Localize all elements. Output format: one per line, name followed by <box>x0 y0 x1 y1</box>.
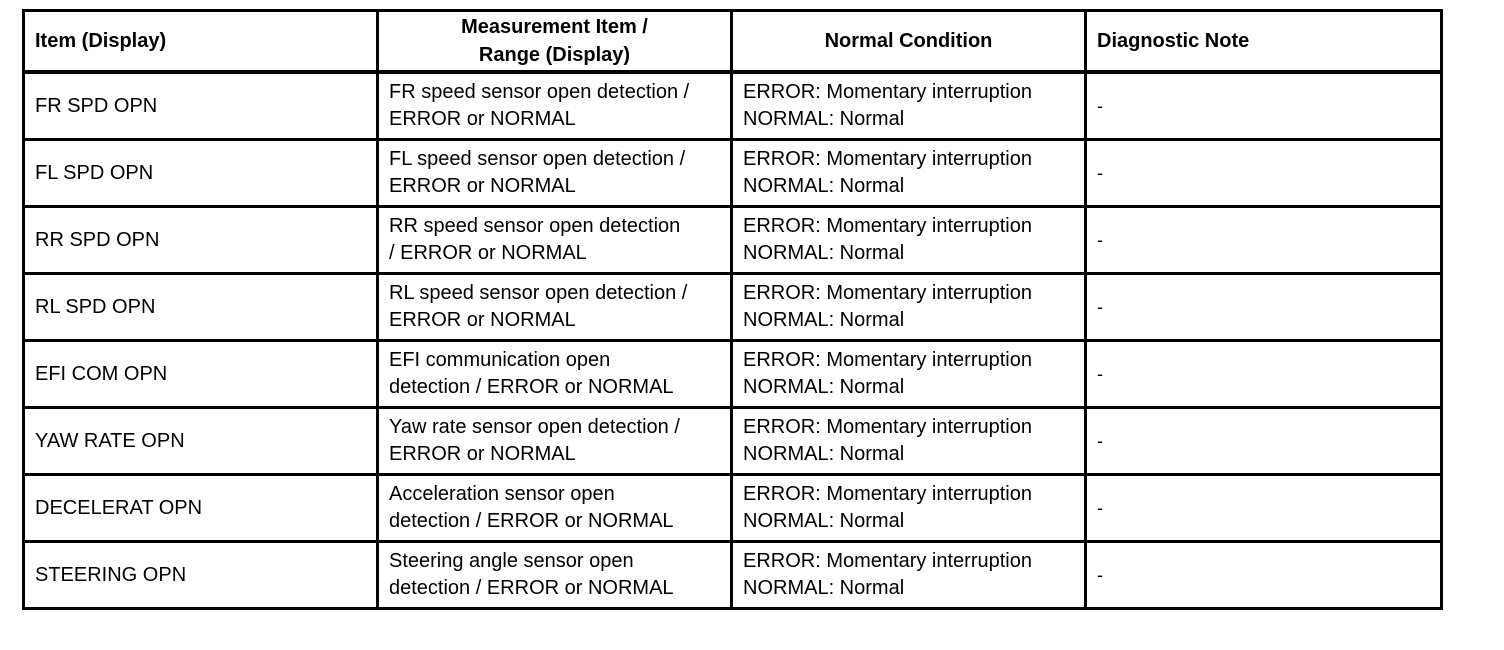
row-condition-cell <box>732 341 1086 408</box>
row-measurement-cell <box>378 140 732 207</box>
row-item-cell: EFI COM OPN <box>24 341 378 408</box>
row-measurement-line1: EFI communication open <box>389 349 611 371</box>
row-measurement-cell <box>378 341 732 408</box>
row-measurement-line2: ERROR or NORMAL <box>389 309 576 331</box>
row-condition-cell <box>732 475 1086 542</box>
row-note-cell: - <box>1086 408 1442 475</box>
row-condition-cell <box>732 207 1086 274</box>
row-condition-line1: ERROR: Momentary interruption <box>743 416 1032 438</box>
row-condition-cell <box>732 542 1086 609</box>
table-header-row <box>24 11 1442 73</box>
row-measurement-line1: FR speed sensor open detection / <box>389 81 690 103</box>
row-measurement-line2: detection / ERROR or NORMAL <box>389 376 674 398</box>
row-measurement-cell <box>378 207 732 274</box>
row-measurement-line1: RR speed sensor open detection <box>389 215 681 237</box>
table-row <box>24 274 1442 341</box>
row-note-cell: - <box>1086 475 1442 542</box>
row-item-cell: YAW RATE OPN <box>24 408 378 475</box>
row-condition-line2: NORMAL: Normal <box>743 108 905 130</box>
row-condition-line1: ERROR: Momentary interruption <box>743 349 1032 371</box>
row-condition-line2: NORMAL: Normal <box>743 510 905 532</box>
row-condition-line2: NORMAL: Normal <box>743 242 905 264</box>
row-condition-line1: ERROR: Momentary interruption <box>743 215 1032 237</box>
row-note-cell: - <box>1086 207 1442 274</box>
row-item-cell: FL SPD OPN <box>24 140 378 207</box>
row-condition-line1: ERROR: Momentary interruption <box>743 81 1032 103</box>
row-condition-cell <box>732 408 1086 475</box>
row-measurement-line1: Yaw rate sensor open detection / <box>389 416 680 438</box>
row-measurement-cell <box>378 274 732 341</box>
row-condition-cell <box>732 274 1086 341</box>
row-note-cell: - <box>1086 542 1442 609</box>
row-item-cell: DECELERAT OPN <box>24 475 378 542</box>
row-note-cell: - <box>1086 341 1442 408</box>
row-condition-line2: NORMAL: Normal <box>743 376 905 398</box>
row-measurement-cell <box>378 408 732 475</box>
row-measurement-line2: ERROR or NORMAL <box>389 443 576 465</box>
row-item-cell: FR SPD OPN <box>24 72 378 140</box>
row-measurement-line2: / ERROR or NORMAL <box>389 242 587 264</box>
row-item-cell: STEERING OPN <box>24 542 378 609</box>
row-condition-cell <box>732 72 1086 140</box>
row-measurement-cell <box>378 542 732 609</box>
row-measurement-line2: detection / ERROR or NORMAL <box>389 577 674 599</box>
row-measurement-line2: ERROR or NORMAL <box>389 108 576 130</box>
table-row <box>24 408 1442 475</box>
row-note-cell: - <box>1086 274 1442 341</box>
row-condition-line2: NORMAL: Normal <box>743 309 905 331</box>
row-note-cell: - <box>1086 140 1442 207</box>
header-note-label: Diagnostic Note <box>1097 30 1250 52</box>
table-row <box>24 207 1442 274</box>
row-condition-line2: NORMAL: Normal <box>743 443 905 465</box>
header-item-label: Item (Display) <box>35 30 167 52</box>
row-measurement-cell <box>378 475 732 542</box>
table-row <box>24 72 1442 140</box>
table-row <box>24 542 1442 609</box>
row-condition-line1: ERROR: Momentary interruption <box>743 282 1032 304</box>
row-item-cell: RR SPD OPN <box>24 207 378 274</box>
row-measurement-line2: detection / ERROR or NORMAL <box>389 510 674 532</box>
table-row <box>24 140 1442 207</box>
row-condition-line1: ERROR: Momentary interruption <box>743 148 1032 170</box>
row-condition-line1: ERROR: Momentary interruption <box>743 483 1032 505</box>
row-condition-line2: NORMAL: Normal <box>743 577 905 599</box>
header-measurement-label-line2: Range (Display) <box>478 44 631 66</box>
row-condition-line2: NORMAL: Normal <box>743 175 905 197</box>
header-item-display <box>24 11 378 73</box>
header-measurement-label-line1: Measurement Item / <box>461 16 648 38</box>
row-measurement-line2: ERROR or NORMAL <box>389 175 576 197</box>
header-diagnostic-note <box>1086 11 1442 73</box>
row-measurement-line1: RL speed sensor open detection / <box>389 282 688 304</box>
data-list-table-container <box>22 9 1440 610</box>
row-item-cell: RL SPD OPN <box>24 274 378 341</box>
row-condition-line1: ERROR: Momentary interruption <box>743 550 1032 572</box>
header-normal-condition <box>732 11 1086 73</box>
row-note-cell: - <box>1086 72 1442 140</box>
table-row <box>24 341 1442 408</box>
header-measurement-item <box>378 11 732 73</box>
header-condition-label: Normal Condition <box>824 30 993 52</box>
row-measurement-line1: Steering angle sensor open <box>389 550 634 572</box>
data-list-table <box>22 9 1443 610</box>
row-condition-cell <box>732 140 1086 207</box>
row-measurement-line1: Acceleration sensor open <box>389 483 615 505</box>
table-row <box>24 475 1442 542</box>
row-measurement-cell <box>378 72 732 140</box>
row-measurement-line1: FL speed sensor open detection / <box>389 148 686 170</box>
